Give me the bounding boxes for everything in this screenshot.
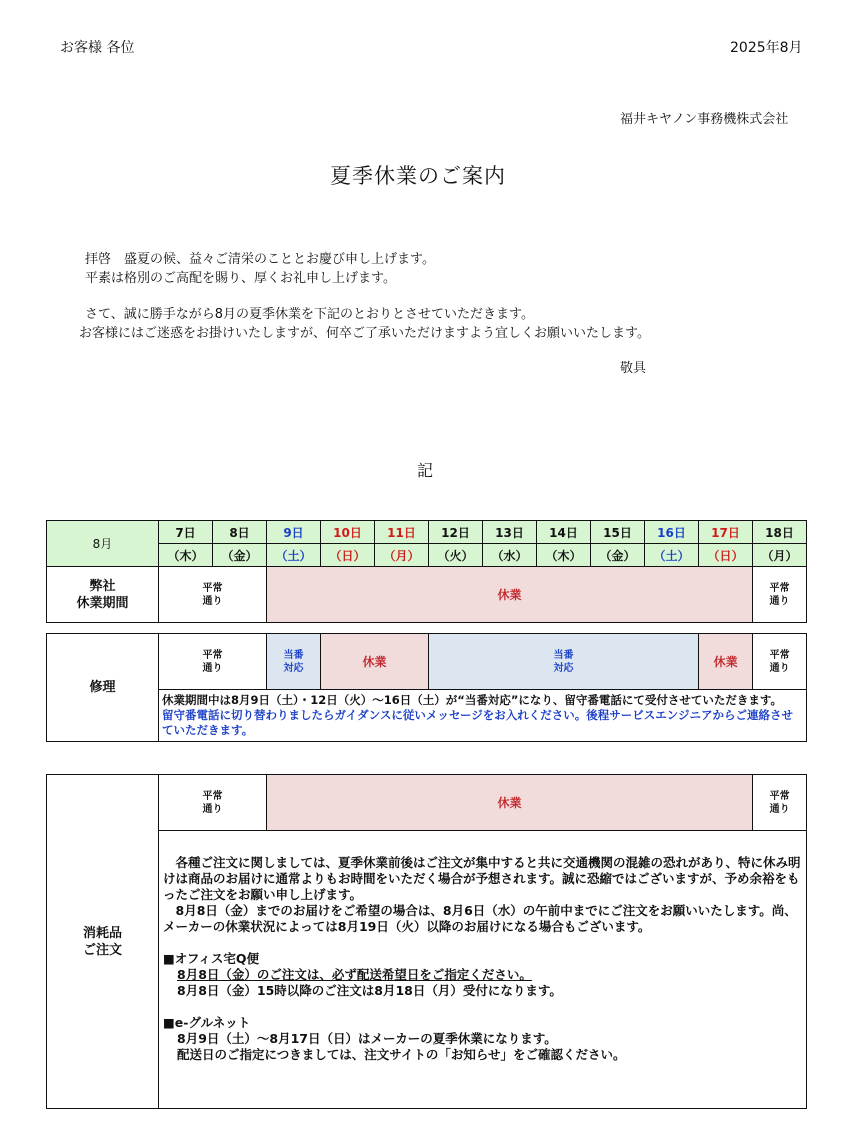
normal-hours-cell: 平常 通り <box>753 634 807 690</box>
ki-heading: 記 <box>417 461 434 480</box>
day-weekday: （金） <box>213 544 267 567</box>
company-closure-row <box>47 567 807 623</box>
weekday-row <box>47 544 807 567</box>
repair-note-line: 休業期間中は8月9日（土）・12日（火）～16日（土）が“当番対応”になり、留守番電話にて受付させていただきます。 <box>162 693 782 707</box>
day-weekday: （月） <box>375 544 429 567</box>
day-weekday: （木） <box>537 544 591 567</box>
normal-hours-cell: 平常 通り <box>159 567 267 623</box>
closed-cell: 休業 <box>267 775 753 831</box>
day-date: 16日 <box>645 521 699 544</box>
on-duty-cell: 当番 対応 <box>267 634 321 690</box>
office-q-line: 8月8日（金）のご注文は、必ず配送希望日をご指定ください。 <box>177 967 532 982</box>
supplies-note <box>159 831 807 1109</box>
normal-hours-cell: 平常 通り <box>753 567 807 623</box>
day-date: 9日 <box>267 521 321 544</box>
day-date: 13日 <box>483 521 537 544</box>
repair-note-line: 留守番電話に切り替わりましたらガイダンスに従いメッセージをお入れください。後程サービスエンジニアからご連絡させていただきます。 <box>162 708 793 737</box>
day-weekday: （日） <box>321 544 375 567</box>
body-line: さて、誠に勝手ながら8月の夏季休業を下記のとおりとさせていただきます。 <box>85 307 534 322</box>
supplies-label: 消耗品 ご注文 <box>47 775 159 1109</box>
office-q-heading: ■オフィス宅Q便 <box>163 951 260 966</box>
repair-label: 修理 <box>47 634 159 742</box>
office-q-line: 8月8日（金）15時以降のご注文は8月18日（月）受付になります。 <box>177 983 562 998</box>
closed-cell: 休業 <box>267 567 753 623</box>
greeting-line: 平素は格別のご高配を賜り、厚くお礼申し上げます。 <box>85 271 396 286</box>
day-date: 15日 <box>591 521 645 544</box>
day-weekday: （土） <box>645 544 699 567</box>
repair-table <box>46 633 807 742</box>
day-weekday: （日） <box>699 544 753 567</box>
repair-schedule-row <box>47 634 807 690</box>
closed-cell: 休業 <box>699 634 753 690</box>
normal-hours-cell: 平常 通り <box>159 775 267 831</box>
greeting-line: 拝啓 盛夏の候、益々ご清栄のこととお慶び申し上げます。 <box>85 252 435 267</box>
repair-note <box>159 690 807 742</box>
on-duty-cell: 当番 対応 <box>429 634 699 690</box>
e-gurunet-heading: ■e-グルネット <box>163 1015 251 1030</box>
day-date: 7日 <box>159 521 213 544</box>
day-weekday: （金） <box>591 544 645 567</box>
closing: 敬具 <box>620 361 647 376</box>
day-date: 14日 <box>537 521 591 544</box>
day-weekday: （水） <box>483 544 537 567</box>
day-weekday: （月） <box>753 544 807 567</box>
e-gurunet-line: 8月9日（土）～8月17日（日）はメーカーの夏季休業になります。 <box>177 1031 557 1046</box>
company-name: 福井キヤノン事務機株式会社 <box>620 112 789 127</box>
supplies-schedule-row <box>47 775 807 831</box>
date-row <box>47 521 807 544</box>
day-date: 18日 <box>753 521 807 544</box>
day-date: 8日 <box>213 521 267 544</box>
e-gurunet-line: 配送日のご指定につきましては、注文サイトの「お知らせ」をご確認ください。 <box>177 1047 626 1062</box>
supplies-paragraph: 8月8日（金）までのお届けをご希望の場合は、8月6日（水）の午前中までにご注文をお願いいたします。尚、メーカーの休業状況によっては8月19日（火）以降のお届けになる場合もございます。 <box>163 903 797 934</box>
day-date: 11日 <box>375 521 429 544</box>
day-date: 10日 <box>321 521 375 544</box>
addressee: お客様 各位 <box>60 40 135 56</box>
normal-hours-cell: 平常 通り <box>753 775 807 831</box>
schedule-table <box>46 520 807 623</box>
supplies-table <box>46 774 807 1109</box>
day-weekday: （木） <box>159 544 213 567</box>
page-title: 夏季休業のご案内 <box>330 164 506 188</box>
supplies-paragraph: 各種ご注文に関しましては、夏季休業前後はご注文が集中すると共に交通機関の混雑の恐れがあり、特に休み明けは商品のお届けに通常よりもお時間をいただく場合が予想されます。誠に恐縮ではございますが、予め余裕をもったご注文をお願い申し上げます。 <box>163 855 801 902</box>
company-closure-label: 弊社 休業期間 <box>47 567 159 623</box>
repair-note-row <box>47 690 807 742</box>
month-label: 8月 <box>47 521 159 567</box>
supplies-note-row <box>47 831 807 1109</box>
day-date: 17日 <box>699 521 753 544</box>
issue-date: 2025年8月 <box>730 40 803 56</box>
day-weekday: （土） <box>267 544 321 567</box>
closed-cell: 休業 <box>321 634 429 690</box>
normal-hours-cell: 平常 通り <box>159 634 267 690</box>
body-line: お客様にはご迷惑をお掛けいたしますが、何卒ご了承いただけますよう宜しくお願いいたします。 <box>79 326 650 341</box>
day-date: 12日 <box>429 521 483 544</box>
day-weekday: （火） <box>429 544 483 567</box>
